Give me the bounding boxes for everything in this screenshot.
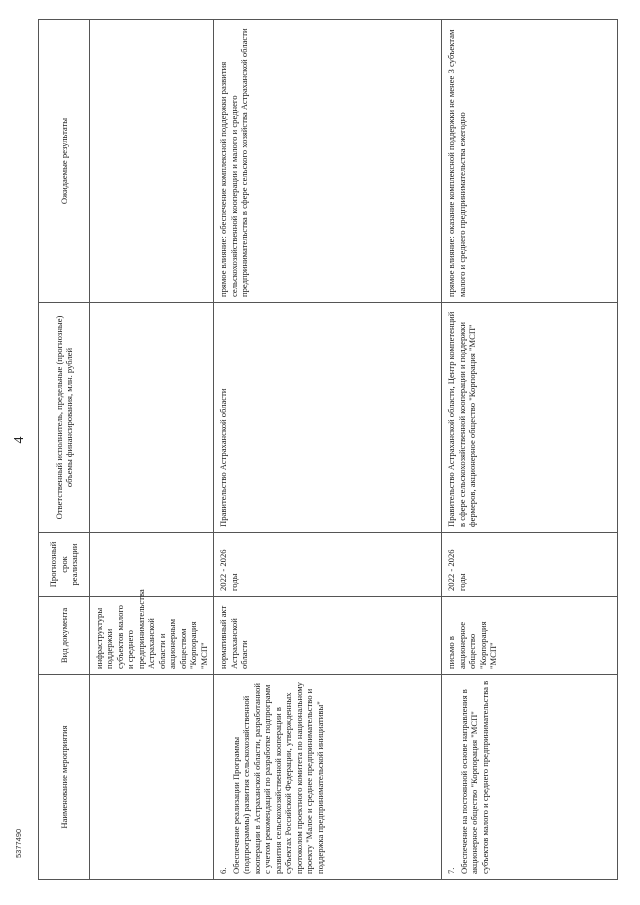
cell-results: прямое влияние: обеспечение комплексной поддержки развития сельскохозяйственной кооперации и малого и среднего предпринимательства в сфере сельского хозяйства Астраханской области xyxy=(214,20,442,303)
cell-results: прямое влияние: оказание комплексной поддержки не менее 3 субъектам малого и среднего предпринимательства ежегодно xyxy=(442,20,618,303)
table-row xyxy=(442,20,618,880)
header-executor: Ответственный исполнитель, предельные (прогнозные) объемы финансирования, млн. рублей xyxy=(39,303,90,533)
measures-table xyxy=(38,19,618,880)
row-name: Обеспечение на постоянной основе направления в акционерное общество "Корпорация "МСП" субъектов малого и среднего предпринимательства в xyxy=(458,680,490,874)
header-term: Прогнозный срок реализации xyxy=(39,533,90,597)
table-header-row xyxy=(39,20,90,880)
cell-name xyxy=(442,675,618,880)
cell-term: 2022 - 2026 годы xyxy=(214,533,442,597)
row-number: 6. xyxy=(218,867,229,874)
document-id: 5377490 xyxy=(14,828,23,858)
cell-name xyxy=(214,675,442,880)
cell-executor: Правительство Астраханской области xyxy=(214,303,442,533)
row-number: 7. xyxy=(446,867,457,874)
cell-doc-type: письмо в акционерное общество "Корпорация "МСП" xyxy=(442,597,618,675)
page-number: 4 xyxy=(12,436,27,444)
header-results: Ожидаемые результаты xyxy=(39,20,90,303)
table-row xyxy=(214,20,442,880)
cell-results xyxy=(90,20,214,303)
table-row-continuation xyxy=(90,20,214,880)
cell-name xyxy=(90,675,214,880)
cell-term: 2022 - 2026 годы xyxy=(442,533,618,597)
header-doc-type: Вид документа xyxy=(39,597,90,675)
cell-executor xyxy=(90,303,214,533)
cell-term xyxy=(90,533,214,597)
row-name: Обеспечение реализации Программы (подпрограммы) развития сельскохозяйственной кооперации в Астраханской области, разработанной с учетом рекомендаций по разработке подпрограмм развития сельскохозяйственной кооперации в субъектах Российской Федерации, утвержденных протоколом проектного комитета по национальному проекту "Малое и среднее предпринимательство и поддержка предпринимательской инициативы" xyxy=(230,682,325,874)
cell-doc-type: инфраструктуры поддержки субъектов малого и среднего предпринимательства Астраханской области и акционерным обществом "Корпорация "МСП" xyxy=(90,597,214,675)
cell-executor: Правительство Астраханской области, Центр компетенций в сфере сельскохозяйственной кооперации и поддержки фермеров, акционерное общество "Корпорация "МСП" xyxy=(442,303,618,533)
header-name: Наименование мероприятия xyxy=(39,675,90,880)
cell-doc-type: нормативный акт Астраханской области xyxy=(214,597,442,675)
